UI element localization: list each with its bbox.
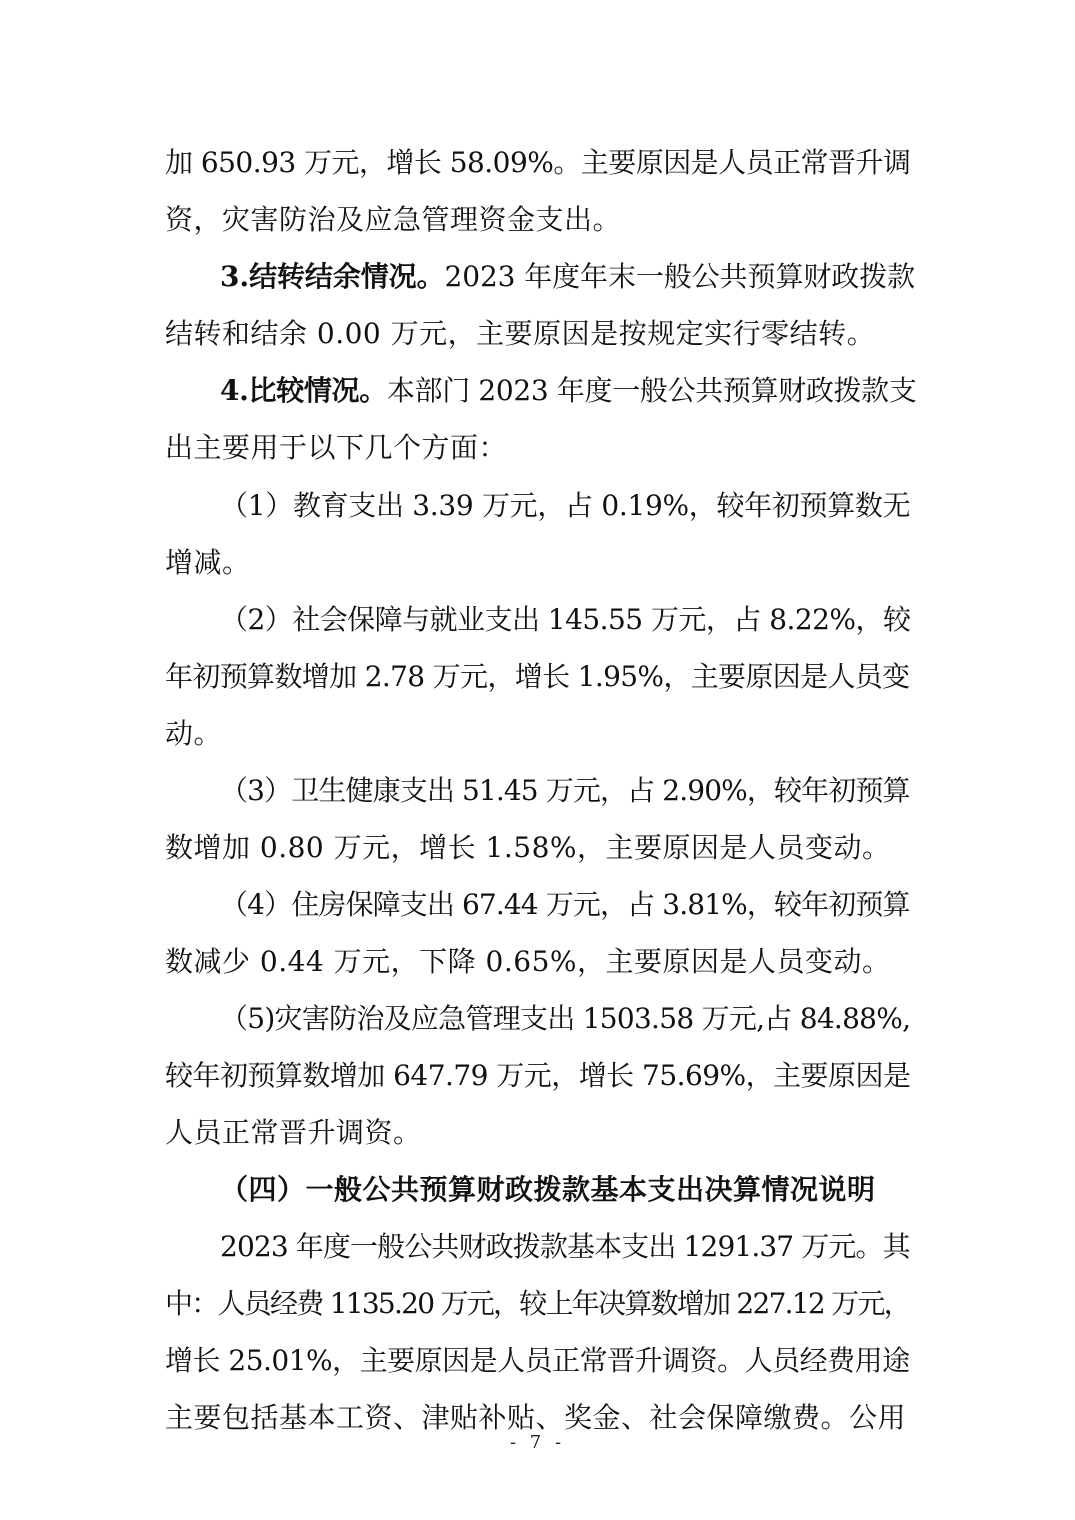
paragraph-line: 结转和结余 0.00 万元，主要原因是按规定实行零结转。 [165,317,876,350]
paragraph-line: 2023 年度一般公共财政拨款基本支出 1291.37 万元。其 [220,1230,910,1263]
paragraph-line [220,257,915,297]
section-heading-inline: 4.比较情况。 [220,374,387,407]
page-number: - 7 - [509,1432,566,1453]
paragraph-line: 增减。 [165,546,251,579]
paragraph-line [220,371,917,411]
paragraph-line: 中：人员经费 1135.20 万元，较上年决算数增加 227.12 万元， [165,1287,910,1320]
paragraph-line: 加 650.93 万元，增长 58.09%。主要原因是人员正常晋升调 [165,146,911,179]
paragraph-line: （2）社会保障与就业支出 145.55 万元，占 8.22%，较 [220,603,911,636]
paragraph-line: 较年初预算数增加 647.79 万元，增长 75.69%，主要原因是 [165,1059,911,1092]
paragraph-text: 本部门 2023 年度一般公共预算财政拨款支 [386,374,917,407]
paragraph-line: 动。 [165,717,223,750]
paragraph-line: 年初预算数增加 2.78 万元，增长 1.95%，主要原因是人员变 [165,660,910,693]
paragraph-line: （4）住房保障支出 67.44 万元，占 3.81%，较年初预算 [220,888,910,921]
paragraph-line: 增长 25.01%，主要原因是人员正常晋升调资。人员经费用途 [165,1344,910,1377]
paragraph-line: （1）教育支出 3.39 万元，占 0.19%，较年初预算数无 [220,489,911,522]
paragraph-line: 资，灾害防治及应急管理资金支出。 [165,203,622,236]
section-heading: （四）一般公共预算财政拨款基本支出决算情况说明 [220,1173,876,1206]
paragraph-line: 数增加 0.80 万元，增长 1.58%，主要原因是人员变动。 [165,831,891,864]
paragraph-line: 出主要用于以下几个方面： [165,431,508,464]
paragraph-line: （5)灾害防治及应急管理支出 1503.58 万元,占 84.88%, [220,1002,911,1035]
paragraph-line: 主要包括基本工资、津贴补贴、奖金、社会保障缴费。公用 [165,1401,907,1434]
paragraph-text: 2023 年度年末一般公共预算财政拨款 [444,260,916,293]
paragraph-line: （3）卫生健康支出 51.45 万元，占 2.90%，较年初预算 [220,774,910,807]
paragraph-line: 数减少 0.44 万元，下降 0.65%，主要原因是人员变动。 [165,945,891,978]
section-heading-inline: 3.结转结余情况。 [220,260,445,293]
paragraph-line: 人员正常晋升调资。 [165,1116,422,1149]
